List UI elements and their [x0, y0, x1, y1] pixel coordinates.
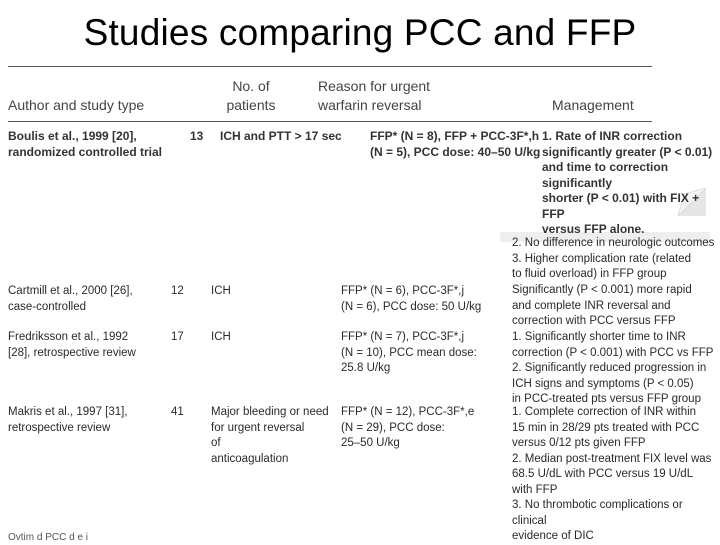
row-2-patients: 17	[171, 331, 184, 343]
row-1-author: Cartmill et al., 2000 [26], case-controlled	[8, 285, 133, 313]
row-1-treatment: FFP* (N = 6), PCC-3F*,j (N = 6), PCC dose: 50 U/kg	[341, 285, 482, 313]
top-rule	[8, 66, 652, 67]
row-0-author: Boulis et al., 1999 [20], randomized controlled trial	[8, 129, 163, 159]
row-1-reason: ICH	[211, 285, 231, 297]
row-2-author: Fredriksson et al., 1992 [28], retrospective review	[8, 331, 136, 359]
row-2-treatment: FFP* (N = 7), PCC-3F*,j (N = 10), PCC mean dose: 25.8 U/kg	[341, 331, 477, 374]
row-3-author: Makris et al., 1997 [31], retrospective review	[8, 406, 128, 434]
row-0-management: 1. Rate of INR correction significantly greater (P < 0.01) and time to correction significantly shorter (P < 0.01) with FIX + FFP versus FFP alone.	[542, 129, 713, 236]
row-3-reason: Major bleeding or need for urgent reversal of anticoagulation	[211, 406, 329, 465]
row-3-management: 1. Complete correction of INR within 15 min in 28/29 pts treated with PCC versus 0/12 pts given FFP 2. Median post-treatment FIX level was 68.5 U/dL with PCC versus 19 U/dL with FFP 3. No thrombotic complications or clinical evidence of DIC	[512, 406, 712, 542]
row-0-management-continued: 2. No difference in neurologic outcomes 3. Higher complication rate (related to fluid overload) in FFP group	[512, 237, 715, 280]
row-3-treatment: FFP* (N = 12), PCC-3F*,e (N = 29), PCC dose: 25–50 U/kg	[341, 406, 475, 449]
header-rule	[8, 121, 652, 122]
slide-title: Studies comparing PCC and FFP	[83, 12, 637, 53]
row-1-management: Significantly (P < 0.001) more rapid and complete INR reversal and correction with PCC versus FFP	[512, 284, 692, 327]
row-0-patients: 13	[190, 129, 204, 143]
row-3-patients: 41	[171, 406, 184, 418]
header-reason: Reason for urgent warfarin reversal	[318, 78, 431, 113]
header-management: Management	[552, 97, 634, 113]
header-patients: No. of patients	[226, 78, 276, 113]
row-0-treatment: FFP* (N = 8), FFP + PCC-3F*,h (N = 5), PCC dose: 40–50 U/kg	[370, 129, 541, 159]
row-1-patients: 12	[171, 285, 184, 297]
row-0-reason: ICH and PTT > 17 sec	[220, 129, 342, 143]
footer-fragment: Ovtim d PCC d e i	[8, 532, 89, 543]
header-author: Author and study type	[8, 97, 145, 113]
row-2-reason: ICH	[211, 331, 231, 343]
row-2-management: 1. Significantly shorter time to INR correction (P < 0.001) with PCC vs FFP 2. Significantly reduced progression in ICH signs and symptoms (P < 0.05) in PCC-treated pts versus FFP group	[512, 331, 714, 405]
